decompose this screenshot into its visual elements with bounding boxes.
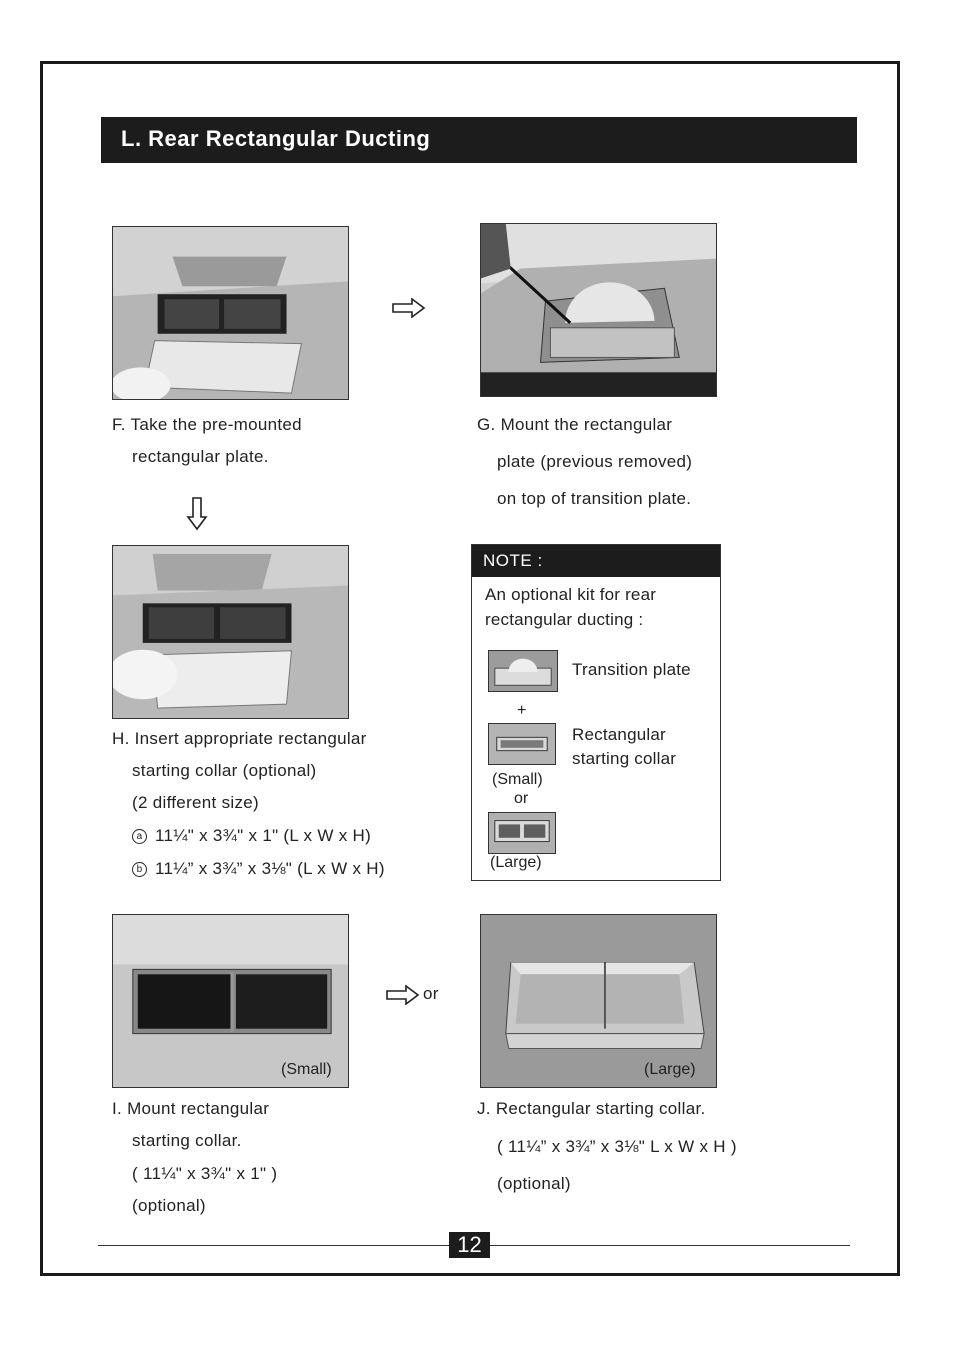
arrow-right-icon [392, 298, 426, 318]
step-h-option-b [132, 860, 385, 877]
step-i-line3: ( 11¼" x 3¾" x 1" ) [132, 1164, 278, 1183]
step-h-line1: H. Insert appropriate rectangular [112, 729, 367, 748]
photo-step-g [480, 223, 717, 397]
collar-label-line1: Rectangular [572, 725, 666, 744]
option-a-marker: a [132, 829, 147, 844]
large-label: (Large) [490, 854, 542, 871]
step-h-option-a [132, 827, 371, 844]
arrow-right-icon [386, 985, 420, 1005]
step-f-line1: F. Take the pre-mounted [112, 415, 302, 434]
small-label: (Small) [492, 771, 543, 788]
note-intro-line1: An optional kit for rear [485, 585, 657, 604]
section-title: L. Rear Rectangular Ducting [121, 126, 431, 151]
collar-label-line2: starting collar [572, 749, 677, 768]
or-text: or [423, 984, 439, 1003]
photo-j-label: (Large) [644, 1061, 696, 1078]
step-h-line2: starting collar (optional) [132, 761, 317, 780]
section-header [101, 117, 857, 163]
step-j-line3: (optional) [497, 1174, 571, 1193]
option-b-marker: b [132, 862, 147, 877]
or-label: or [514, 790, 529, 807]
option-a-text: 11¼" x 3¾" x 1" (L x W x H) [155, 826, 372, 845]
page-number: 12 [449, 1232, 490, 1258]
step-i-line4: (optional) [132, 1196, 206, 1215]
note-box [471, 544, 721, 881]
step-g-line1: G. Mount the rectangular [477, 415, 673, 434]
step-j-line1: J. Rectangular starting collar. [477, 1099, 706, 1118]
transition-plate-thumbnail [488, 650, 558, 692]
step-j-line2: ( 11¼” x 3¾” x 3⅛" L x W x H ) [497, 1137, 737, 1156]
step-i-line2: starting collar. [132, 1131, 242, 1150]
arrow-down-icon [186, 497, 208, 531]
large-collar-thumbnail [488, 812, 556, 854]
note-plus: + [517, 702, 527, 719]
step-f-line2: rectangular plate. [132, 447, 269, 466]
photo-step-h [112, 545, 349, 719]
step-g-line2: plate (previous removed) [497, 452, 693, 471]
step-i-line1: I. Mount rectangular [112, 1099, 270, 1118]
small-collar-thumbnail [488, 723, 556, 765]
note-header-text: NOTE : [483, 551, 543, 570]
option-b-text: 11¼” x 3¾” x 3⅛" (L x W x H) [155, 859, 385, 878]
step-g-line3: on top of transition plate. [497, 489, 692, 508]
step-h-line3: (2 different size) [132, 793, 259, 812]
note-intro-line2: rectangular ducting : [485, 610, 644, 629]
transition-plate-label: Transition plate [572, 660, 691, 679]
photo-i-label: (Small) [281, 1061, 332, 1078]
note-header [472, 545, 720, 577]
photo-step-f [112, 226, 349, 400]
